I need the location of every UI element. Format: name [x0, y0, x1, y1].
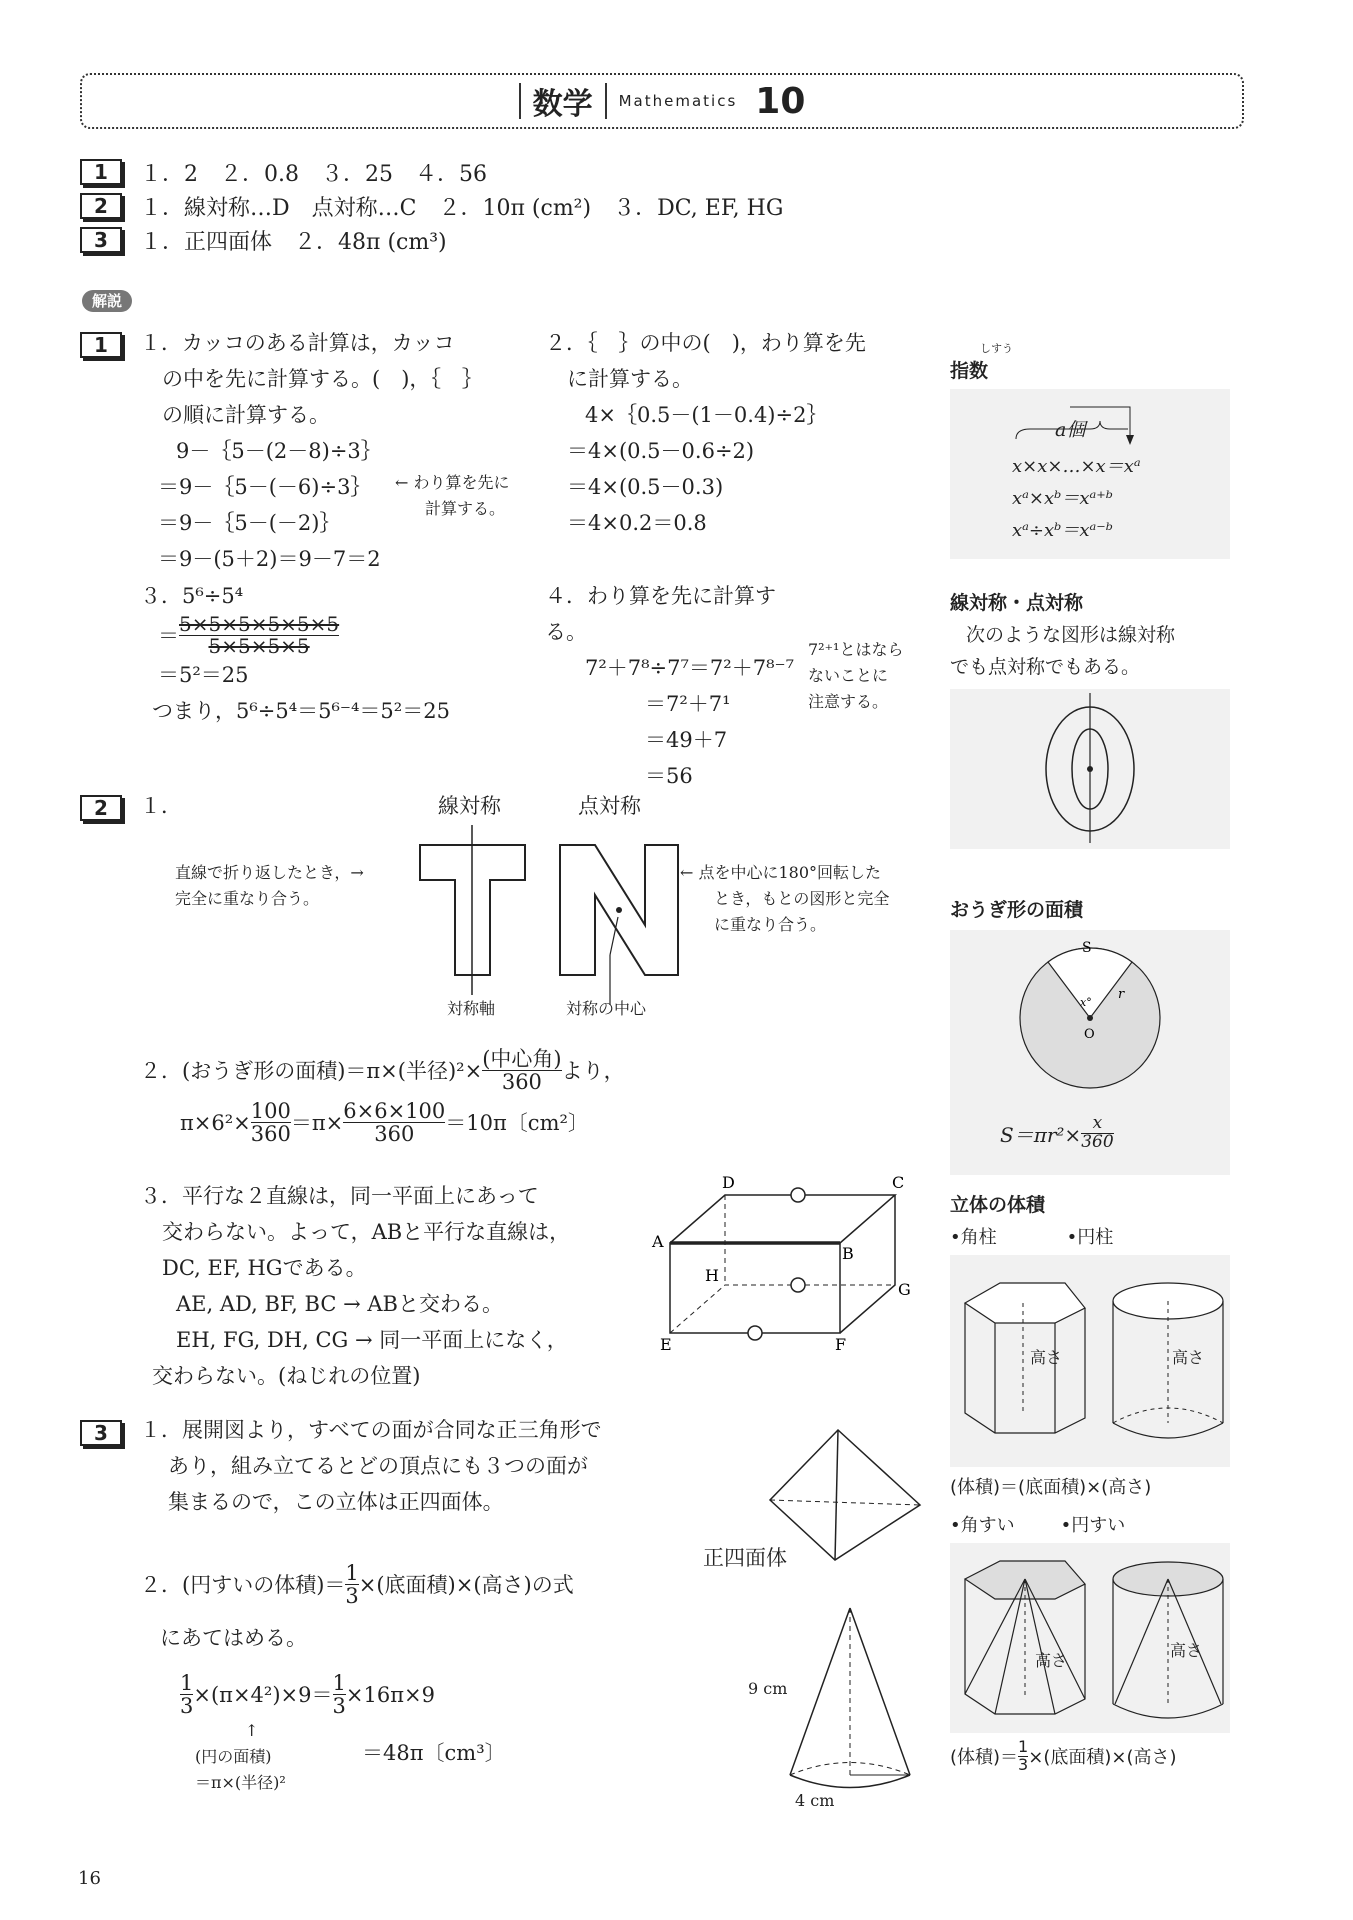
q1-part1: [140, 325, 530, 577]
q1-p1-note: ← わり算を先に 計算する。: [395, 473, 510, 518]
q2-p1-label: １．: [140, 794, 182, 818]
volume-title: 立体の体積: [950, 1194, 1046, 1216]
fraction: $\frac{1}{3}$: [180, 1671, 194, 1719]
q1-number: 1: [80, 332, 122, 358]
answer-list: [80, 155, 783, 257]
q1-p3-line: つまり，5⁶÷5⁴＝5⁶⁻⁴＝5²＝25: [152, 699, 450, 723]
q1-p3-line: ＝5²＝25: [158, 663, 249, 687]
sector-s-label: S: [1082, 940, 1092, 956]
answer-text: １．2 ２．0.8 ３．25 ４．56: [140, 161, 487, 187]
sector-formula: S＝πr²× $\frac{x}{360}$: [1000, 1113, 1114, 1152]
volume-formula-1: (体積)＝(底面積)×(高さ): [950, 1477, 1152, 1498]
q3-part2-line: にあてはめる。: [160, 1626, 307, 1650]
fraction: $\frac{\text{(中心角)}}{360}$: [482, 1047, 562, 1095]
cone-label: •円すい: [1060, 1515, 1126, 1536]
q1-p1-calc: 9－｛5－(2－8)÷3｝: [176, 439, 382, 463]
q3-part1: １．展開図より，すべての面が合同な正三角形で あり，組み立てるとどの頂点にも３つの面が 集まるので，この立体は正四面体。: [140, 1418, 602, 1514]
q1-part4: [545, 578, 805, 794]
subject-english: Mathematics: [618, 92, 738, 110]
cone-height-label: 9 cm: [748, 1679, 788, 1698]
q3-part2-head: ２．(円すいの体積)＝ $\frac{1}{3}$ ×(底面積)×(高さ)の式: [140, 1561, 574, 1609]
sector-o-label: O: [1084, 1027, 1095, 1042]
q1-p2-calc: ＝4×(0.5－0.3): [567, 475, 724, 499]
q1-p1-calc: ＝9－｛5－(－2)｝: [158, 511, 341, 535]
vertex-label: C: [892, 1175, 905, 1192]
fraction: $\frac{1}{3}$: [332, 1671, 346, 1719]
index-title: 指数: [950, 360, 989, 382]
vertex-label: B: [842, 1244, 854, 1263]
q1-p2-calc: ＝4×(0.5－0.6÷2): [567, 439, 755, 463]
vertex-label: F: [835, 1335, 847, 1350]
index-formulas: x×x×…×x＝xᵃ xᵃ×xᵇ＝xᵃ⁺ᵇ xᵃ÷xᵇ＝xᵃ⁻ᵇ: [1012, 456, 1141, 541]
answer-row: [80, 223, 783, 257]
vertex-label: G: [898, 1280, 911, 1299]
line-symmetry-label: 線対称: [438, 794, 501, 818]
sidebar-volume: [950, 1190, 1230, 1774]
q1-p1-line: の中を先に計算する。( )，｛ ｝: [162, 367, 483, 391]
q2-part3: ３．平行な２直線は，同一平面上にあって 交わらない。よって，ABと平行な直線は， DC, EF, HGである。 AE, AD, BF, BC → ABと交わる。 EH, FG, DH, CG → 同一平面上になく， 交わらない。(ねじれの位置): [140, 1184, 571, 1388]
sector-figure: [1010, 940, 1170, 1090]
q1-p2-calc: 4×｛0.5－(1－0.4)÷2｝: [585, 403, 828, 427]
line-symmetry-note: 直線で折り返したとき，→ 完全に重なり合う。: [175, 863, 364, 908]
circle-area-note: ↑ (円の面積) ＝π×(半径)²: [195, 1721, 286, 1792]
header-divider: [605, 83, 607, 119]
pyramid-label: •角すい: [950, 1515, 1015, 1536]
cylinder-label: •円柱: [1066, 1227, 1114, 1248]
kaisetsu-badge: 解説: [82, 290, 132, 311]
q3-number: 3: [80, 1420, 122, 1446]
q1-p3-fraction: ＝ $\frac{5\times 5\times 5\times 5\times 5\times 5}{5\times 5\times 5\times 5}$: [158, 612, 340, 658]
fraction: $\frac{1}{3}$: [345, 1561, 359, 1609]
q1-p4-calc: ＝56: [645, 764, 693, 788]
cylinder-height-label: 高さ: [1172, 1348, 1205, 1367]
rectangular-prism-figure: [650, 1175, 930, 1350]
q1-p4-calc: ＝7²＋7¹: [645, 692, 731, 716]
axis-label: 対称軸: [447, 999, 496, 1018]
q2-number: 2: [80, 795, 122, 821]
q1-p2-line: ２．｛ ｝の中の( )，わり算を先: [545, 331, 866, 355]
vertex-label: D: [722, 1175, 735, 1192]
index-count: a個: [1055, 419, 1086, 441]
sector-r-label: r: [1118, 987, 1125, 1002]
sector-angle-label: x°: [1080, 996, 1092, 1009]
page-header: [80, 73, 1244, 129]
prism-height-label: 高さ: [1030, 1348, 1063, 1367]
prism-label: •角柱: [950, 1227, 997, 1248]
q1-p3-head: ３．5⁶÷5⁴: [140, 584, 244, 608]
q3-result: ＝48π〔cm³〕: [362, 1741, 506, 1765]
q1-p4-calc: 7²＋7⁸÷7⁷＝7²＋7⁸⁻⁷: [585, 656, 794, 680]
q1-p4-calc: ＝49＋7: [645, 728, 728, 752]
sidebar-symmetry: [950, 588, 1230, 849]
point-symmetry-note: ← 点を中心に180°回転した とき，もとの図形と完全 に重なり合う。: [680, 863, 890, 934]
q3-part2-calc: $\frac{1}{3}$ ×(π×4²)×9＝ $\frac{1}{3}$ ×16π×9: [180, 1671, 435, 1719]
fraction: $\frac{6\times 6\times 100}{360}$: [343, 1099, 446, 1147]
vertex-label: E: [660, 1335, 672, 1350]
symmetry-title: 線対称・点対称: [950, 592, 1084, 614]
answer-text: １．正四面体 ２．48π (cm³): [140, 229, 447, 255]
volume-formula-2: (体積)＝ $\frac{1}{3}$ ×(底面積)×(高さ): [950, 1737, 1177, 1774]
sidebar-index: [950, 340, 1230, 559]
vertex-label: A: [652, 1232, 664, 1251]
subject-title: 数学: [532, 87, 593, 122]
tn-letters-figure: [410, 825, 690, 1005]
pyramid-height-label: 高さ: [1035, 1651, 1068, 1670]
unit-number: 10: [755, 80, 806, 122]
header-divider: [519, 83, 521, 119]
center-label: 対称の中心: [566, 999, 647, 1018]
q2-part2-head: ２．(おうぎ形の面積)＝π×(半径)²× $\frac{\text{(中心角)}}{360}$ より，: [140, 1047, 625, 1095]
q1-p1-calc: ＝9－(5＋2)＝9－7＝2: [158, 547, 381, 571]
cone-height-label: 高さ: [1170, 1641, 1203, 1660]
symmetry-text: 次のような図形は線対称 でも点対称でもある。: [950, 624, 1176, 678]
sector-title: おうぎ形の面積: [950, 899, 1084, 921]
q1-part3: [140, 578, 540, 729]
answer-row: [80, 189, 783, 223]
q1-p1-calc: ＝9－｛5－(－6)÷3｝: [158, 475, 372, 499]
tetrahedron-label: 正四面体: [703, 1546, 787, 1570]
q1-p4-note: 7²⁺¹とはなら ないことに 注意する。: [808, 640, 904, 711]
question-number: 1: [80, 159, 122, 185]
q1-p2-calc: ＝4×0.2＝0.8: [567, 511, 707, 535]
zero-symmetry-figure: [1035, 691, 1145, 846]
fraction: $\frac{100}{360}$: [250, 1099, 291, 1147]
q1-p1-line: の順に計算する。: [162, 403, 330, 427]
question-number: 2: [80, 193, 122, 219]
answer-row: [80, 155, 783, 189]
q1-p1-line: １．カッコのある計算は，カッコ: [140, 331, 455, 355]
point-symmetry-label: 点対称: [578, 794, 641, 818]
q2-part2-calc: π×6²× $\frac{100}{360}$ ＝π× $\frac{6\times 6\times 100}{360}$ ＝10π〔cm²〕: [180, 1099, 589, 1147]
question-number: 3: [80, 227, 122, 253]
cone-radius-label: 4 cm: [795, 1791, 835, 1810]
q1-p4-head: ４．わり算を先に計算する。: [545, 584, 776, 644]
vertex-label: H: [705, 1266, 719, 1285]
q1-part2: [545, 325, 935, 541]
q1-p2-line: に計算する。: [567, 367, 693, 391]
index-ruby: しすう: [980, 342, 1013, 355]
page-number: 16: [78, 1868, 101, 1889]
answer-text: １．線対称…D 点対称…C ２．10π (cm²) ３．DC, EF, HG: [140, 195, 784, 221]
sidebar-sector: [950, 895, 1230, 1175]
cone-figure: [780, 1600, 930, 1800]
